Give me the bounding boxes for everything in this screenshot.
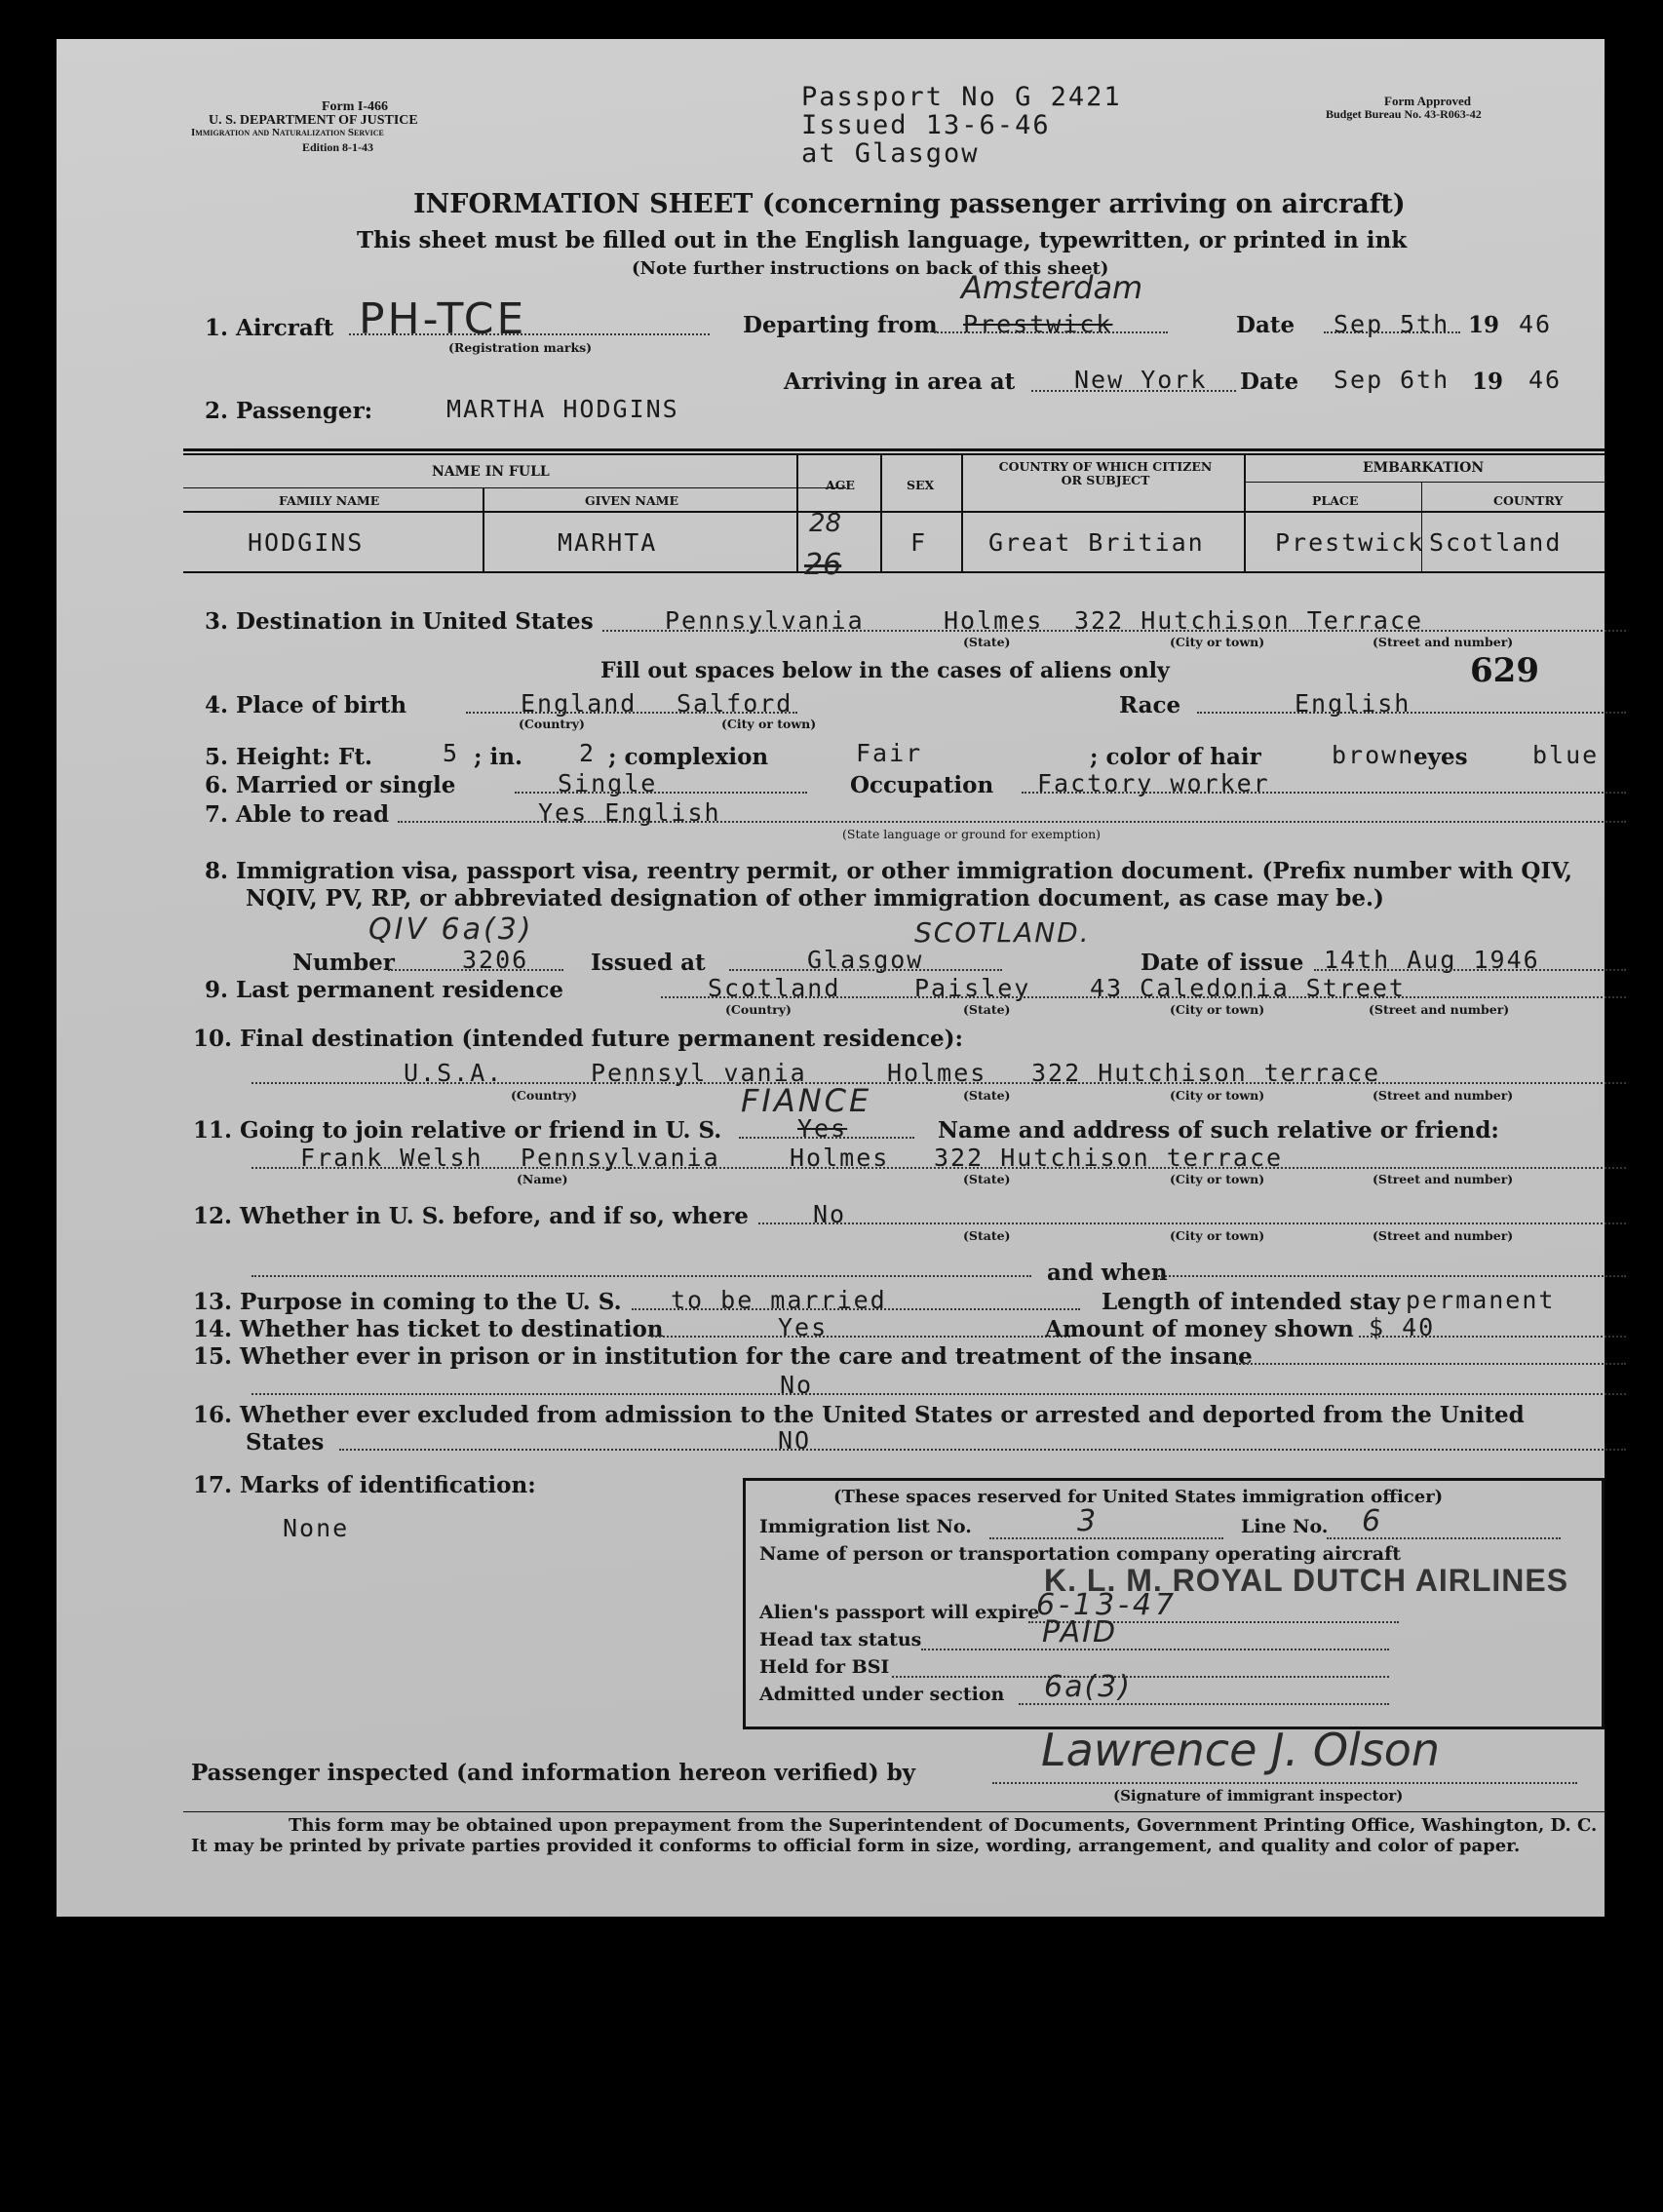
emb-country-header: COUNTRY	[1493, 493, 1564, 508]
height-label: 5. Height: Ft.	[205, 744, 373, 770]
inspected-label: Passenger inspected (and information hereon verified) by	[191, 1760, 916, 1786]
hair-label: ; color of hair	[1090, 744, 1261, 770]
final-country-caption: (Country)	[511, 1088, 577, 1103]
passenger-label: 2. Passenger:	[205, 398, 373, 424]
birth-label: 4. Place of birth	[205, 692, 407, 718]
passport-note-1: Passport No G 2421	[801, 82, 1122, 112]
residence-state-caption: (State)	[963, 1002, 1011, 1017]
height-inches-label: ; in.	[474, 744, 522, 770]
aircraft-label: 1. Aircraft	[205, 315, 334, 341]
join-city-caption: (City or town)	[1170, 1172, 1265, 1186]
page-subtitle: This sheet must be filled out in the English language, typewritten, or printed in ink	[357, 227, 1408, 253]
age-header: AGE	[826, 478, 855, 492]
eyes-label: eyes	[1413, 744, 1468, 770]
join-city: Holmes	[790, 1144, 890, 1172]
residence-street-caption: (Street and number)	[1369, 1002, 1510, 1017]
department: U. S. DEPARTMENT OF JUSTICE	[209, 113, 418, 128]
section-label: Admitted under section	[759, 1684, 1005, 1705]
cell-embarkation-place: Prestwick	[1275, 528, 1425, 557]
expire: 6-13-47	[1036, 1588, 1179, 1622]
cell-age-struck: 26	[804, 548, 842, 582]
line-no: 6	[1362, 1504, 1381, 1538]
visa-number-label: Number	[292, 950, 395, 976]
residence-country-caption: (Country)	[725, 1002, 792, 1017]
complexion-label: ; complexion	[608, 744, 769, 770]
purpose-label: 13. Purpose in coming to the U. S.	[193, 1289, 622, 1315]
footer-note: This form may be obtained upon prepayment from the Superintendent of Documents, Government Printing Office, Washington, D. C. It may be printed by private parties provided it conforms to official form in size, wording, arrangement, and quality and color of paper.	[191, 1815, 1598, 1856]
passport-note-3: at Glasgow	[801, 138, 980, 169]
departing-label: Departing from	[743, 312, 938, 338]
join-label: 11. Going to join relative or friend in U. S.	[193, 1117, 722, 1144]
join-name-label: Name and address of such relative or friend:	[938, 1117, 1499, 1144]
form-approved: Form Approved	[1384, 94, 1471, 108]
information-sheet	[57, 39, 1605, 1917]
before-state-caption: (State)	[963, 1228, 1011, 1243]
hair-color: brown	[1332, 741, 1415, 769]
sex-header: SEX	[907, 478, 935, 492]
country-header: COUNTRY OF WHICH CITIZEN OR SUBJECT	[998, 459, 1213, 487]
departing-struck: Prestwick	[963, 310, 1113, 338]
join-name-caption: (Name)	[517, 1172, 568, 1186]
section: 6a(3)	[1044, 1670, 1132, 1704]
occupation-label: Occupation	[850, 772, 994, 798]
join-state-caption: (State)	[963, 1172, 1011, 1186]
birth-country-caption: (Country)	[519, 717, 585, 731]
arrival-month: Sep	[1334, 366, 1384, 394]
destination-street-caption: (Street and number)	[1373, 635, 1514, 649]
head-tax-label: Head tax status	[759, 1629, 922, 1650]
list-no: 3	[1077, 1504, 1097, 1538]
cell-family-name: HODGINS	[248, 528, 365, 557]
birth-city-caption: (City or town)	[721, 717, 817, 731]
excluded-label-2: States	[246, 1429, 325, 1455]
join-value: Yes	[797, 1114, 848, 1143]
registration-caption: (Registration marks)	[448, 340, 593, 355]
departure-day: 5th	[1400, 310, 1450, 338]
service: Immigration and Naturalization Service	[191, 127, 384, 138]
height-inches: 2	[579, 739, 597, 767]
marks-value: None	[283, 1514, 350, 1542]
purpose: to be married	[671, 1286, 887, 1314]
name-in-full-header: NAME IN FULL	[432, 464, 550, 480]
page-title: INFORMATION SHEET (concerning passenger arriving on aircraft)	[413, 189, 1406, 219]
stay: permanent	[1406, 1286, 1556, 1314]
when-label: and when	[1047, 1260, 1168, 1286]
company-label: Name of person or transportation company operating aircraft	[759, 1543, 1402, 1565]
final-state: Pennsyl vania	[591, 1059, 807, 1087]
signature-caption: (Signature of immigrant inspector)	[1113, 1787, 1404, 1805]
join-state: Pennsylvania	[521, 1144, 720, 1172]
birth-country: England	[521, 689, 638, 718]
passenger-name: MARTHA HODGINS	[446, 395, 679, 423]
head-tax: PAID	[1042, 1615, 1118, 1649]
departure-year: 46	[1519, 310, 1553, 338]
final-street-caption: (Street and number)	[1373, 1088, 1514, 1103]
before-street-caption: (Street and number)	[1373, 1228, 1514, 1243]
final-destination-label: 10. Final destination (intended future permanent residence):	[193, 1026, 964, 1052]
arrival-year: 46	[1528, 366, 1563, 394]
bsi-label: Held for BSI	[759, 1656, 890, 1678]
family-name-header: FAMILY NAME	[279, 493, 380, 508]
visa-issued-handwritten: SCOTLAND.	[914, 916, 1091, 949]
departure-year-prefix: 19	[1468, 312, 1500, 338]
budget-bureau: Budget Bureau No. 43-R063-42	[1326, 107, 1482, 121]
excluded-label-1: 16. Whether ever excluded from admission to the United States or arrested and deported from the United	[193, 1402, 1525, 1428]
before-label: 12. Whether in U. S. before, and if so, where	[193, 1203, 749, 1229]
join-name: Frank Welsh	[300, 1144, 483, 1172]
complexion: Fair	[856, 739, 923, 767]
height-feet: 5	[443, 739, 460, 767]
destination-city-caption: (City or town)	[1170, 635, 1265, 649]
cell-embarkation-country: Scotland	[1429, 528, 1563, 557]
line-no-label: Line No.	[1241, 1516, 1329, 1537]
stay-label: Length of intended stay	[1102, 1289, 1401, 1315]
cell-given-name: MARHTA	[558, 528, 658, 557]
before-city-caption: (City or town)	[1170, 1228, 1265, 1243]
final-city-caption: (City or town)	[1170, 1088, 1265, 1103]
marital-status: Single	[558, 769, 658, 797]
arrival-year-prefix: 19	[1472, 369, 1504, 395]
prison-value: No	[780, 1371, 814, 1399]
destination-label: 3. Destination in United States	[205, 608, 594, 635]
arriving-label: Arriving in area at	[784, 369, 1016, 395]
form-number: Form I-466	[322, 99, 389, 114]
aliens-heading: Fill out spaces below in the cases of aliens only	[600, 658, 1170, 683]
list-no-label: Immigration list No.	[759, 1516, 972, 1537]
residence-city-caption: (City or town)	[1170, 1002, 1265, 1017]
arrival-day: 6th	[1400, 366, 1450, 394]
passport-note-2: Issued 13-6-46	[801, 110, 1051, 140]
cell-citizen: Great Britian	[988, 528, 1205, 557]
destination-street: 322 Hutchison Terrace	[1074, 606, 1424, 635]
race: English	[1295, 689, 1412, 718]
excluded-value: NO	[778, 1426, 812, 1455]
residence-country: Scotland	[708, 974, 841, 1002]
married-label: 6. Married or single	[205, 772, 456, 798]
visa-date-label: Date of issue	[1141, 950, 1304, 976]
final-country: U.S.A.	[404, 1059, 504, 1087]
officer-box-heading: (These spaces reserved for United States immigration officer)	[833, 1487, 1444, 1507]
residence-street: 43 Caledonia Street	[1090, 974, 1406, 1002]
given-name-header: GIVEN NAME	[585, 493, 679, 508]
read-value: Yes English	[538, 798, 721, 827]
departure-month: Sep	[1334, 310, 1384, 338]
before-value: No	[813, 1200, 847, 1228]
visa-issued-label: Issued at	[591, 950, 706, 976]
departing-handwritten: Amsterdam	[961, 269, 1143, 306]
occupation: Factory worker	[1037, 769, 1270, 797]
eye-color: blue	[1532, 741, 1600, 769]
join-handwritten: FIANCE	[741, 1082, 872, 1119]
visa-handwritten: QIV 6a(3)	[368, 912, 534, 947]
join-street: 322 Hutchison terrace	[934, 1144, 1284, 1172]
ticket: Yes	[778, 1313, 829, 1341]
birth-city: Salford	[677, 689, 793, 718]
edition: Edition 8-1-43	[302, 140, 374, 154]
destination-state-caption: (State)	[963, 635, 1011, 649]
destination-city: Holmes	[944, 606, 1044, 635]
visa-number: 3206	[462, 946, 529, 974]
departure-date-label: Date	[1236, 312, 1296, 338]
visa-date: 14th Aug 1946	[1324, 946, 1540, 974]
company-stamp: K. L. M. ROYAL DUTCH AIRLINES	[1044, 1563, 1569, 1598]
read-caption: (State language or ground for exemption)	[842, 827, 1102, 841]
marks-label: 17. Marks of identification:	[193, 1472, 536, 1498]
visa-issued-at: Glasgow	[807, 946, 924, 974]
instructions-note: (Note further instructions on back of this sheet)	[632, 258, 1109, 279]
race-label: Race	[1119, 692, 1181, 718]
final-street: 322 Hutchison terrace	[1031, 1059, 1381, 1087]
money: $ 40	[1369, 1313, 1436, 1341]
join-street-caption: (Street and number)	[1373, 1172, 1514, 1186]
inspector-signature: Lawrence J. Olson	[1041, 1724, 1441, 1776]
cell-age-corrected: 28	[809, 509, 842, 538]
visa-label-2: NQIV, PV, RP, or abbreviated designation of other immigration document, as case may be.)	[246, 885, 1384, 912]
arriving-place: New York	[1074, 366, 1208, 394]
money-label: Amount of money shown	[1045, 1316, 1354, 1342]
aircraft-registration: PH-TCE	[359, 294, 527, 344]
place-header: PLACE	[1312, 493, 1359, 508]
read-label: 7. Able to read	[205, 801, 390, 828]
final-city: Holmes	[887, 1059, 987, 1087]
visa-label-1: 8. Immigration visa, passport visa, reentry permit, or other immigration document. (Prefix number with QIV,	[205, 858, 1573, 884]
final-state-caption: (State)	[963, 1088, 1011, 1103]
residence-label: 9. Last permanent residence	[205, 977, 563, 1003]
residence-state: Paisley	[914, 974, 1031, 1002]
officer-box	[743, 1478, 1605, 1729]
embarkation-header: EMBARKATION	[1363, 460, 1485, 476]
expire-label: Alien's passport will expire	[759, 1602, 1040, 1623]
cell-sex: F	[910, 528, 928, 557]
destination-state: Pennsylvania	[665, 606, 865, 635]
prison-label: 15. Whether ever in prison or in institution for the care and treatment of the insane	[193, 1343, 1253, 1370]
arrival-date-label: Date	[1240, 369, 1299, 395]
sheet-number: 629	[1470, 651, 1539, 690]
ticket-label: 14. Whether has ticket to destination	[193, 1316, 664, 1342]
